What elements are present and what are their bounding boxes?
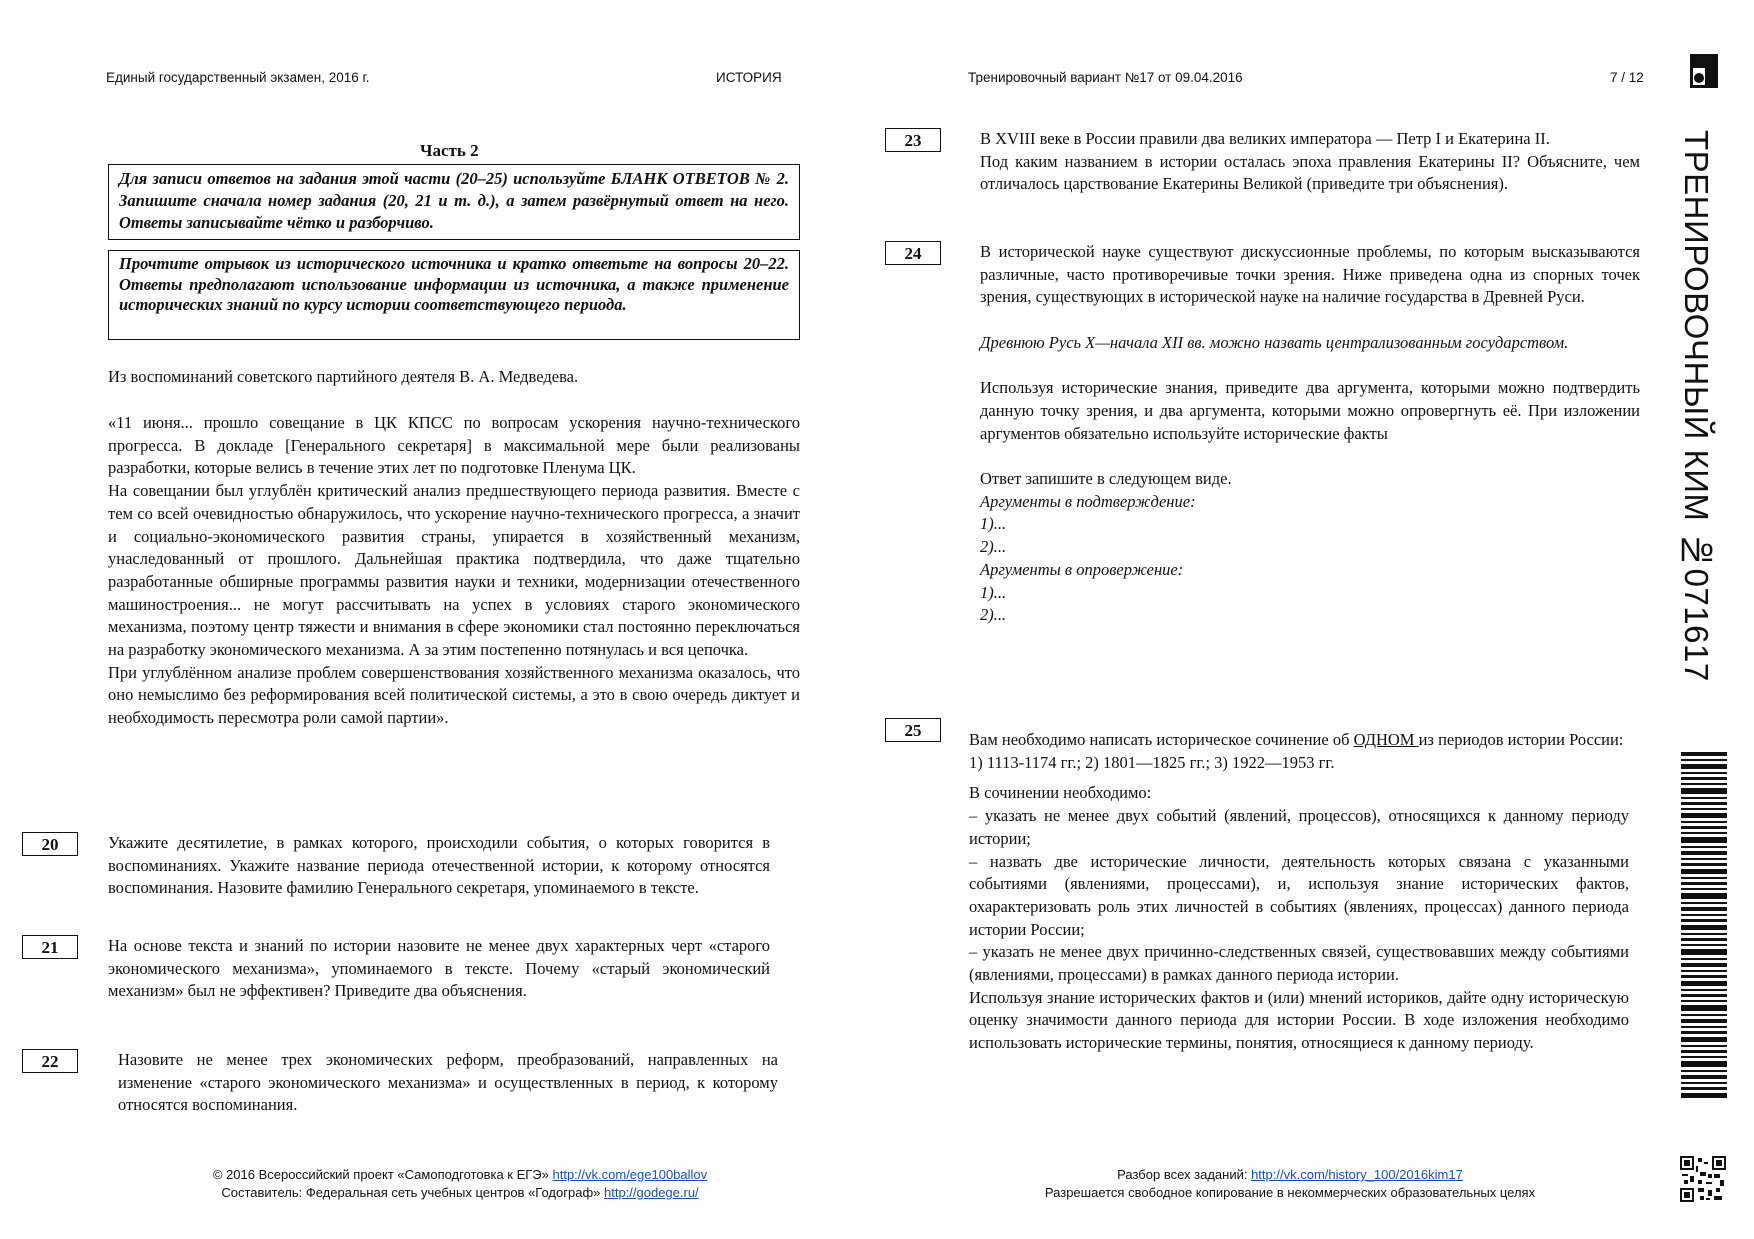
instruction-answers-text: Для записи ответов на задания этой части (20–25) используйте БЛАНК ОТВЕТОВ № 2. Запишите сначала номер задания (20, 21 и т. д.), а затем развёрнутый ответ на него. Ответы записывайте чётко и разборчиво. xyxy=(119,169,789,232)
task-25-requirement: – указать не менее двух событий (явлений, процессов), относящихся к данному периоду истории; xyxy=(969,806,1629,848)
header-page-number: 7 / 12 xyxy=(1610,70,1644,85)
task-number-24: 24 xyxy=(885,241,941,265)
task-25-lead-start: Вам необходимо написать историческое сочинение об xyxy=(969,730,1354,749)
footer-link-history[interactable]: http://vk.com/history_100/2016kim17 xyxy=(1251,1167,1463,1182)
footer-license: Разрешается свободное копирование в некоммерческих образовательных целях xyxy=(1044,1185,1536,1200)
task-24-support-label: Аргументы в подтверждение: xyxy=(980,491,1196,511)
task-24-intro: В исторической науке существуют дискуссионные проблемы, по которым высказываются различные, часто противоречивые точки зрения. Ниже приведена одна из спорных точек зрения, существующих в исторической науке на наличие государства в Древней Руси. xyxy=(980,242,1640,307)
footer-copyright: © 2016 Всероссийский проект «Самоподготовка к ЕГЭ» xyxy=(212,1167,553,1182)
task-25-text xyxy=(969,729,1629,1055)
task-23-line: Под каким названием в истории осталась эпоха правления Екатерины II? Объясните, чем отличалось царствование Екатерины Великой (приведите три объяснения). xyxy=(980,151,1640,194)
task-21-text: На основе текста и знаний по истории назовите не менее двух характерных черт «старого экономического механизма», упоминаемого в тексте. Почему «старый экономический механизм» был не эффективен? Приведите два объяснения. xyxy=(108,936,770,1001)
task-number-21: 21 xyxy=(22,935,78,959)
task-23-line: В XVIII веке в России правили два великих императора — Петр I и Екатерина II. xyxy=(980,129,1550,148)
task-number-25: 25 xyxy=(885,718,941,742)
instruction-source-text: Прочтите отрывок из исторического источника и кратко ответьте на вопросы 20–22. Ответы предполагают использование информации из источника, а также применение исторических знаний по курсу истории соответствующего периода. xyxy=(119,254,789,314)
task-23-text xyxy=(980,128,1640,196)
task-24-refute-item-2: 2)... xyxy=(980,605,1007,625)
task-24-refute-item-1: 1)... xyxy=(980,582,1007,602)
task-24-task: Используя исторические знания, приведите два аргумента, которыми можно подтвердить данную точку зрения, и два аргумента, которыми можно опровергнуть её. При изложении аргументов обязательно используйте исторические факты xyxy=(980,378,1640,443)
source-paragraph: На совещании был углублён критический анализ предшествующего периода развития. Вместе с тем со всей очевидностью обнаружилось, что ускорение научно-технического прогресса, а значит и социально-экономического развития страны, упирается в хозяйственный механизм, унаследованный от прошлого. Дальнейшая практика подтвердила, что даже тщательно разработанные обширные программы развития науки и техники, модернизации отечественного машиностроения... не могут рассчитывать на успех в условиях старого экономического механизма, поэтому центр тяжести и внимания в сфере экономики стал постоянно переключаться на разработку экономического механизма. А за этим постепенно потянулась и вся цепочка. xyxy=(108,481,800,660)
instruction-box-source xyxy=(108,250,800,340)
task-24-support-item-2: 2)... xyxy=(980,537,1007,557)
footer-right xyxy=(980,1166,1600,1202)
footer-right-line-1 xyxy=(980,1166,1600,1184)
footer-left-line-1 xyxy=(130,1166,790,1184)
footer-analysis-label: Разбор всех заданий: xyxy=(1117,1167,1252,1182)
task-number-22: 22 xyxy=(22,1049,78,1073)
task-20-text: Укажите десятилетие, в рамках которого, происходили события, о которых говорится в воспоминаниях. Укажите название периода отечественной истории, к которому относятся воспоминания. Назовите фамилию Генерального секретаря, упоминаемого в тексте. xyxy=(108,833,770,898)
task-25-requirement: – указать не менее двух причинно-следственных связей, существовавших между событиями (явлениями, процессами) в рамках данного периода истории. xyxy=(969,942,1629,985)
task-24-quote: Древнюю Русь X—начала XII вв. можно назвать централизованным государством. xyxy=(980,332,1569,352)
barcode-icon xyxy=(1681,752,1727,1100)
task-22-text: Назовите не менее трех экономических реформ, преобразований, направленных на изменение «старого экономического механизма» и осуществленных в период, к которому относятся воспоминания. xyxy=(118,1050,778,1115)
task-25-lead-underlined: ОДНОМ xyxy=(1353,730,1419,749)
source-intro: Из воспоминаний советского партийного деятеля В. А. Медведева. xyxy=(108,367,579,386)
source-text xyxy=(108,412,800,730)
task-25-lead-end: из периодов истории России: xyxy=(1418,730,1624,749)
source-paragraph: «11 июня... прошло совещание в ЦК КПСС по вопросам ускорения научно-технического прогресса. В докладе [Генерального секретаря] в максимальной мере были реализованы разработки, которые велись в течение этих лет по подготовке Пленума ЦК. xyxy=(108,413,800,478)
logo-icon xyxy=(1690,54,1718,88)
footer-link-vk-ege[interactable]: http://vk.com/ege100ballov xyxy=(552,1167,708,1182)
instruction-box-answers xyxy=(108,164,800,240)
task-25-requirement: – назвать две исторические личности, деятельность которых связана с указанными событиями (явлениями, процессами), и, используя знание исторических фактов, охарактеризовать роль этих личностей в событиях (явлениях, процессах) данного периода истории России; xyxy=(969,851,1629,939)
header-exam-title: Единый государственный экзамен, 2016 г. xyxy=(106,70,370,85)
task-24-refute-label: Аргументы в опровержение: xyxy=(980,559,1184,579)
footer-link-godege[interactable]: http://godege.ru/ xyxy=(603,1185,699,1200)
footer-compiler: Составитель: Федеральная сеть учебных центров «Годограф» xyxy=(221,1185,604,1200)
task-25-final: Используя знание исторических фактов и (или) мнений историков, дайте одну историческую оценку значимости данного периода для истории России. В ходе изложения необходимо использовать исторические термины, понятия, относящиеся к данному периоду. xyxy=(969,987,1629,1053)
task-number-20: 20 xyxy=(22,832,78,856)
part-title: Часть 2 xyxy=(420,141,479,160)
source-paragraph: При углублённом анализе проблем совершенствования хозяйственного механизма оказалось, что оно немыслимо без реформирования всей политической системы, а это в свою очередь диктует и необходимость пересмотра роли самой партии». xyxy=(108,662,800,728)
task-25-requirements-title: В сочинении необходимо: xyxy=(969,783,1152,803)
task-24-support-item-1: 1)... xyxy=(980,514,1007,534)
header-variant: Тренировочный вариант №17 от 09.04.2016 xyxy=(968,70,1243,85)
task-number-23: 23 xyxy=(885,128,941,152)
task-24-text xyxy=(980,241,1640,627)
task-25-lead xyxy=(969,729,1629,752)
task-24-answer-form: Ответ запишите в следующем виде. xyxy=(980,468,1232,488)
header-subject: ИСТОРИЯ xyxy=(716,70,782,85)
task-25-periods: 1) 1113-1174 гг.; 2) 1801—1825 гг.; 3) 1922—1953 гг. xyxy=(969,752,1335,772)
footer-left xyxy=(130,1166,790,1202)
qr-code-icon xyxy=(1680,1156,1726,1202)
side-title: ТРЕНИРОВОЧНЫЙ КИМ №071617 xyxy=(1678,130,1715,682)
footer-left-line-2 xyxy=(130,1184,790,1202)
